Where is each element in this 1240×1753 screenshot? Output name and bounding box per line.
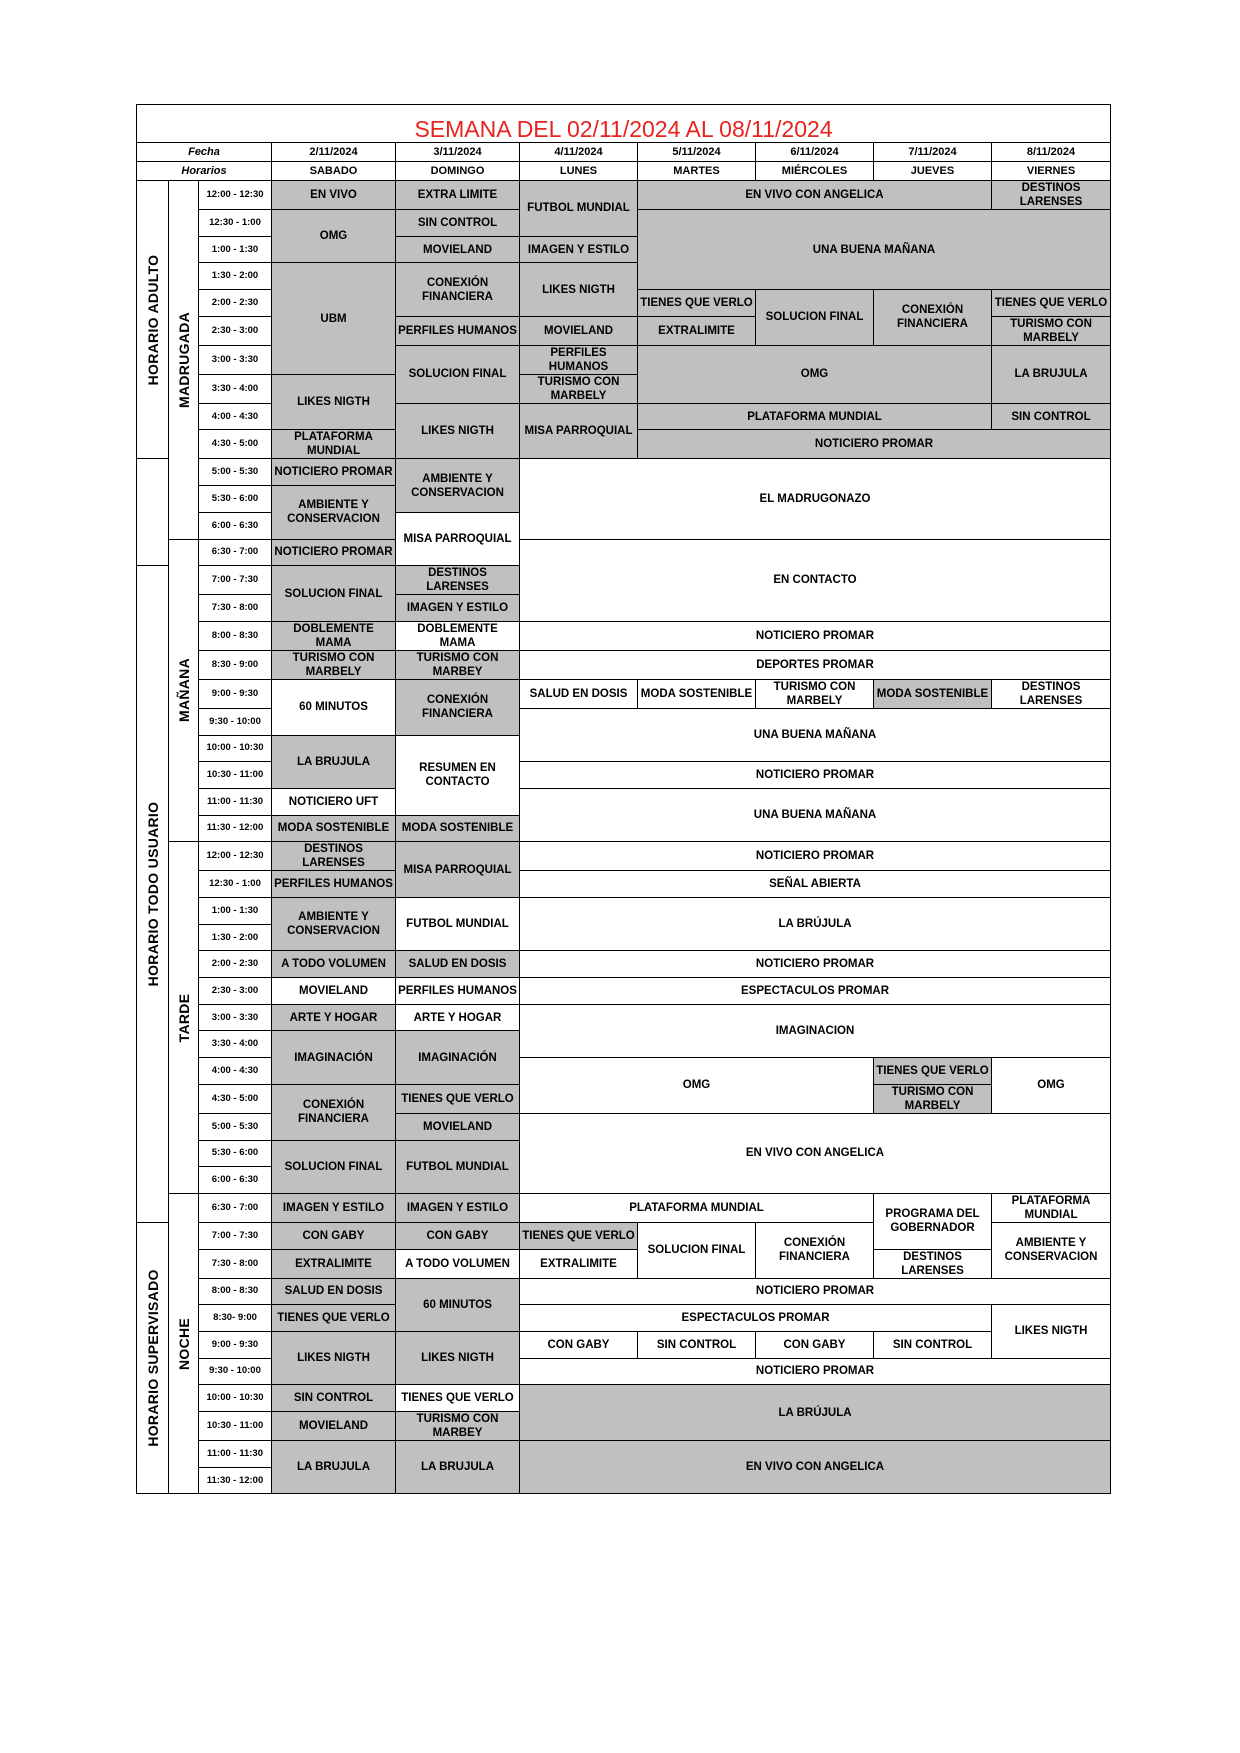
time-slot: 7:30 - 8:00	[199, 1249, 272, 1278]
time-slot: 12:00 - 12:30	[199, 181, 272, 210]
program-cell: CONEXIÓN FINANCIERA	[272, 1084, 396, 1140]
time-slot: 1:00 - 1:30	[199, 236, 272, 263]
program-cell: CONEXIÓN FINANCIERA	[874, 290, 992, 346]
program-cell: TURISMO CON MARBELY	[520, 374, 638, 403]
program-cell: ARTE Y HOGAR	[272, 1004, 396, 1031]
period-madrugada-label: MADRUGADA	[175, 311, 192, 408]
program-cell: EN VIVO	[272, 181, 396, 210]
program-cell: CON GABY	[520, 1331, 638, 1358]
program-cell: NOTICIERO PROMAR	[272, 459, 396, 486]
program-cell: LIKES NIGTH	[272, 374, 396, 430]
program-cell: AMBIENTE Y CONSERVACION	[272, 486, 396, 539]
date-sat: 2/11/2024	[272, 143, 396, 162]
program-cell: MOVIELAND	[396, 236, 520, 263]
program-cell: NOTICIERO PROMAR	[520, 1358, 1111, 1385]
program-cell: TURISMO CON MARBEY	[396, 1412, 520, 1441]
slot-row	[137, 1004, 1111, 1031]
fecha-label: Fecha	[137, 143, 272, 162]
program-cell: AMBIENTE Y CONSERVACION	[992, 1222, 1111, 1278]
program-cell: DESTINOS LARENSES	[992, 679, 1111, 708]
program-cell: PROGRAMA DEL GOBERNADOR	[874, 1193, 992, 1249]
slot-row	[137, 679, 1111, 708]
program-cell: SIN CONTROL	[874, 1331, 992, 1358]
time-slot: 5:00 - 5:30	[199, 459, 272, 486]
program-cell: EXTRALIMITE	[520, 1249, 638, 1278]
program-cell: MODA SOSTENIBLE	[272, 815, 396, 842]
band-horario-todo-usuario-label: HORARIO TODO USUARIO	[144, 801, 161, 987]
slot-row	[137, 650, 1111, 679]
program-cell: ESPECTACULOS PROMAR	[520, 1305, 992, 1332]
time-slot: 9:00 - 9:30	[199, 679, 272, 708]
program-cell: TURISMO CON MARBEY	[396, 650, 520, 679]
program-cell: SALUD EN DOSIS	[272, 1278, 396, 1305]
program-cell: CONEXIÓN FINANCIERA	[396, 679, 520, 735]
time-slot: 5:30 - 6:00	[199, 1140, 272, 1167]
program-cell: IMAGEN Y ESTILO	[272, 1193, 396, 1222]
program-cell: IMAGEN Y ESTILO	[520, 236, 638, 263]
program-cell: AMBIENTE Y CONSERVACION	[396, 459, 520, 512]
time-slot: 6:00 - 6:30	[199, 512, 272, 539]
program-cell: 60 MINUTOS	[396, 1278, 520, 1331]
program-cell: CONEXIÓN FINANCIERA	[396, 263, 520, 316]
program-cell: TIENES QUE VERLO	[396, 1084, 520, 1113]
band-horario-supervisado-label: HORARIO SUPERVISADO	[144, 1269, 161, 1447]
program-cell: FUTBOL MUNDIAL	[520, 181, 638, 237]
time-slot: 12:30 - 1:00	[199, 210, 272, 237]
slot-row	[137, 788, 1111, 815]
day-mon: LUNES	[520, 162, 638, 181]
period-manana-label: MAÑANA	[175, 658, 192, 723]
program-cell: TURISMO CON MARBELY	[272, 650, 396, 679]
program-cell: SIN CONTROL	[992, 403, 1111, 430]
program-cell: UNA BUENA MAÑANA	[638, 210, 1111, 290]
time-slot: 10:00 - 10:30	[199, 1385, 272, 1412]
program-cell: RESUMEN EN CONTACTO	[396, 735, 520, 815]
slot-row	[137, 842, 1111, 871]
time-slot: 9:00 - 9:30	[199, 1331, 272, 1358]
program-cell: SOLUCION FINAL	[272, 1140, 396, 1193]
program-cell: LA BRUJULA	[272, 1441, 396, 1494]
slot-row	[137, 1441, 1111, 1468]
time-slot: 7:30 - 8:00	[199, 595, 272, 622]
date-thu: 7/11/2024	[874, 143, 992, 162]
program-cell: MOVIELAND	[272, 978, 396, 1005]
program-cell: LIKES NIGTH	[396, 403, 520, 459]
program-cell: NOTICIERO PROMAR	[520, 842, 1111, 871]
program-cell: SIN CONTROL	[638, 1331, 756, 1358]
schedule-table	[136, 104, 1111, 1494]
program-cell: NOTICIERO PROMAR	[272, 539, 396, 566]
period-noche-label: NOCHE	[175, 1317, 192, 1370]
program-cell: LIKES NIGTH	[992, 1305, 1111, 1358]
program-cell: IMAGEN Y ESTILO	[396, 1193, 520, 1222]
time-slot: 4:30 - 5:00	[199, 1084, 272, 1113]
day-sat: SABADO	[272, 162, 396, 181]
program-cell: SIN CONTROL	[272, 1385, 396, 1412]
program-cell: EXTRALIMITE	[638, 316, 756, 345]
program-cell: EN CONTACTO	[520, 539, 1111, 621]
program-cell: MOVIELAND	[520, 316, 638, 345]
time-slot: 11:30 - 12:00	[199, 1467, 272, 1494]
time-slot: 5:30 - 6:00	[199, 486, 272, 513]
program-cell: UNA BUENA MAÑANA	[520, 788, 1111, 841]
date-fri: 8/11/2024	[992, 143, 1111, 162]
program-cell: TURISMO CON MARBELY	[756, 679, 874, 708]
program-cell: NOTICIERO UFT	[272, 788, 396, 815]
program-cell: EN VIVO CON ANGELICA	[520, 1113, 1111, 1193]
date-wed: 6/11/2024	[756, 143, 874, 162]
time-slot: 2:30 - 3:00	[199, 316, 272, 345]
program-cell: EL MADRUGONAZO	[520, 459, 1111, 539]
program-cell: AMBIENTE Y CONSERVACION	[272, 898, 396, 951]
program-cell: LIKES NIGTH	[520, 263, 638, 316]
program-cell: NOTICIERO PROMAR	[520, 762, 1111, 789]
time-slot: 3:00 - 3:30	[199, 1004, 272, 1031]
program-cell: PLATAFORMA MUNDIAL	[992, 1193, 1111, 1222]
band-blank	[137, 459, 169, 566]
time-slot: 11:30 - 12:00	[199, 815, 272, 842]
program-cell: DEPORTES PROMAR	[520, 650, 1111, 679]
program-cell: ARTE Y HOGAR	[396, 1004, 520, 1031]
slot-row	[137, 1249, 1111, 1278]
program-cell: LA BRUJULA	[396, 1441, 520, 1494]
time-slot: 1:00 - 1:30	[199, 898, 272, 925]
program-cell: SOLUCION FINAL	[396, 345, 520, 403]
time-slot: 9:30 - 10:00	[199, 1358, 272, 1385]
date-mon: 4/11/2024	[520, 143, 638, 162]
time-slot: 1:30 - 2:00	[199, 924, 272, 951]
program-cell: LIKES NIGTH	[396, 1331, 520, 1384]
time-slot: 10:30 - 11:00	[199, 762, 272, 789]
time-slot: 1:30 - 2:00	[199, 263, 272, 290]
program-cell: EXTRALIMITE	[272, 1249, 396, 1278]
date-sun: 3/11/2024	[396, 143, 520, 162]
program-cell: TURISMO CON MARBELY	[992, 316, 1111, 345]
time-slot: 11:00 - 11:30	[199, 788, 272, 815]
time-slot: 3:30 - 4:00	[199, 1031, 272, 1058]
program-cell: DESTINOS LARENSES	[396, 566, 520, 595]
slot-row	[137, 621, 1111, 650]
program-cell: IMAGINACIÓN	[272, 1031, 396, 1084]
program-cell: CON GABY	[396, 1222, 520, 1249]
program-cell: PERFILES HUMANOS	[520, 345, 638, 374]
period-noche	[169, 1193, 199, 1494]
program-cell: SALUD EN DOSIS	[520, 679, 638, 708]
program-cell: PERFILES HUMANOS	[272, 871, 396, 898]
program-cell: NOTICIERO PROMAR	[520, 951, 1111, 978]
slot-row	[137, 539, 1111, 566]
day-wed: MIÉRCOLES	[756, 162, 874, 181]
program-cell: IMAGINACION	[520, 1004, 1111, 1057]
time-slot: 3:30 - 4:00	[199, 374, 272, 403]
time-slot: 8:30- 9:00	[199, 1305, 272, 1332]
band-horario-supervisado	[137, 1222, 169, 1494]
program-cell: PERFILES HUMANOS	[396, 978, 520, 1005]
slot-row	[137, 978, 1111, 1005]
program-cell: TURISMO CON MARBELY	[874, 1084, 992, 1113]
program-cell: DOBLEMENTE MAMA	[272, 621, 396, 650]
slot-row	[137, 1193, 1111, 1222]
day-sun: DOMINGO	[396, 162, 520, 181]
program-cell: NOTICIERO PROMAR	[520, 1278, 1111, 1305]
date-row	[137, 143, 1111, 162]
day-thu: JUEVES	[874, 162, 992, 181]
program-cell: OMG	[520, 1058, 874, 1114]
page-title: SEMANA DEL 02/11/2024 AL 08/11/2024	[137, 105, 1111, 143]
program-cell: UBM	[272, 263, 396, 374]
program-cell: MODA SOSTENIBLE	[874, 679, 992, 708]
schedule-body	[137, 105, 1111, 1494]
program-cell: SEÑAL ABIERTA	[520, 871, 1111, 898]
program-cell: EN VIVO CON ANGELICA	[638, 181, 992, 210]
time-slot: 6:30 - 7:00	[199, 1193, 272, 1222]
time-slot: 4:00 - 4:30	[199, 1058, 272, 1085]
period-tarde	[169, 842, 199, 1194]
time-slot: 6:30 - 7:00	[199, 539, 272, 566]
slot-row	[137, 181, 1111, 210]
program-cell: LIKES NIGTH	[272, 1331, 396, 1384]
slot-row	[137, 871, 1111, 898]
program-cell: 60 MINUTOS	[272, 679, 396, 735]
program-cell: MOVIELAND	[396, 1113, 520, 1140]
program-cell: FUTBOL MUNDIAL	[396, 898, 520, 951]
program-cell: PLATAFORMA MUNDIAL	[520, 1193, 874, 1222]
time-slot: 9:30 - 10:00	[199, 708, 272, 735]
time-slot: 7:00 - 7:30	[199, 566, 272, 595]
program-cell: A TODO VOLUMEN	[272, 951, 396, 978]
program-cell: MODA SOSTENIBLE	[396, 815, 520, 842]
program-cell: UNA BUENA MAÑANA	[520, 708, 1111, 761]
program-cell: FUTBOL MUNDIAL	[396, 1140, 520, 1193]
time-slot: 4:00 - 4:30	[199, 403, 272, 430]
program-cell: SIN CONTROL	[396, 210, 520, 237]
day-row	[137, 162, 1111, 181]
program-cell: TIENES QUE VERLO	[272, 1305, 396, 1332]
time-slot: 10:00 - 10:30	[199, 735, 272, 762]
time-slot: 5:00 - 5:30	[199, 1113, 272, 1140]
time-slot: 10:30 - 11:00	[199, 1412, 272, 1441]
slot-row	[137, 1278, 1111, 1305]
time-slot: 7:00 - 7:30	[199, 1222, 272, 1249]
program-cell: OMG	[272, 210, 396, 263]
date-tue: 5/11/2024	[638, 143, 756, 162]
program-cell: MOVIELAND	[272, 1412, 396, 1441]
program-cell: LA BRUJULA	[992, 345, 1111, 403]
program-cell: LA BRÚJULA	[520, 898, 1111, 951]
slot-row	[137, 1305, 1111, 1332]
period-tarde-label: TARDE	[175, 993, 192, 1042]
program-cell: TIENES QUE VERLO	[638, 290, 756, 317]
program-cell: CONEXIÓN FINANCIERA	[756, 1222, 874, 1278]
band-horario-adulto-label: HORARIO ADULTO	[144, 254, 161, 386]
program-cell: MISA PARROQUIAL	[396, 512, 520, 565]
program-cell: A TODO VOLUMEN	[396, 1249, 520, 1278]
program-cell: MODA SOSTENIBLE	[638, 679, 756, 708]
program-cell: OMG	[638, 345, 992, 403]
period-manana	[169, 539, 199, 842]
time-slot: 8:00 - 8:30	[199, 621, 272, 650]
time-slot: 11:00 - 11:30	[199, 1441, 272, 1468]
program-cell: IMAGEN Y ESTILO	[396, 595, 520, 622]
day-fri: VIERNES	[992, 162, 1111, 181]
day-tue: MARTES	[638, 162, 756, 181]
program-cell: NOTICIERO PROMAR	[520, 621, 1111, 650]
time-slot: 8:30 - 9:00	[199, 650, 272, 679]
time-slot: 2:00 - 2:30	[199, 951, 272, 978]
period-madrugada	[169, 181, 199, 540]
program-cell: PLATAFORMA MUNDIAL	[272, 430, 396, 459]
program-cell: SOLUCION FINAL	[756, 290, 874, 346]
program-cell: LA BRUJULA	[272, 735, 396, 788]
program-cell: LA BRÚJULA	[520, 1385, 1111, 1441]
program-cell: NOTICIERO PROMAR	[638, 430, 1111, 459]
horarios-label: Horarios	[137, 162, 272, 181]
program-cell: CON GABY	[272, 1222, 396, 1249]
time-slot: 4:30 - 5:00	[199, 430, 272, 459]
time-slot: 2:30 - 3:00	[199, 978, 272, 1005]
program-cell: SALUD EN DOSIS	[396, 951, 520, 978]
time-slot: 2:00 - 2:30	[199, 290, 272, 317]
program-cell: DOBLEMENTE MAMA	[396, 621, 520, 650]
program-cell: CON GABY	[756, 1331, 874, 1358]
slot-row	[137, 459, 1111, 486]
program-cell: PERFILES HUMANOS	[396, 316, 520, 345]
program-cell: TIENES QUE VERLO	[992, 290, 1111, 317]
program-cell: SOLUCION FINAL	[272, 566, 396, 622]
program-cell: EXTRA LIMITE	[396, 181, 520, 210]
program-cell: TIENES QUE VERLO	[874, 1058, 992, 1085]
program-cell: MISA PARROQUIAL	[520, 403, 638, 459]
program-cell: SOLUCION FINAL	[638, 1222, 756, 1278]
time-slot: 12:00 - 12:30	[199, 842, 272, 871]
program-cell: DESTINOS LARENSES	[992, 181, 1111, 210]
time-slot: 6:00 - 6:30	[199, 1167, 272, 1194]
program-cell: OMG	[992, 1058, 1111, 1114]
program-cell: MISA PARROQUIAL	[396, 842, 520, 898]
slot-row	[137, 898, 1111, 925]
program-cell: ESPECTACULOS PROMAR	[520, 978, 1111, 1005]
band-horario-todo-usuario	[137, 566, 169, 1223]
band-horario-adulto	[137, 181, 169, 459]
program-cell: EN VIVO CON ANGELICA	[520, 1441, 1111, 1494]
program-cell: TIENES QUE VERLO	[396, 1385, 520, 1412]
slot-row	[137, 1331, 1111, 1358]
time-slot: 3:00 - 3:30	[199, 345, 272, 374]
slot-row	[137, 1385, 1111, 1412]
slot-row	[137, 951, 1111, 978]
time-slot: 12:30 - 1:00	[199, 871, 272, 898]
program-cell: TIENES QUE VERLO	[520, 1222, 638, 1249]
program-cell: PLATAFORMA MUNDIAL	[638, 403, 992, 430]
time-slot: 8:00 - 8:30	[199, 1278, 272, 1305]
program-cell: DESTINOS LARENSES	[272, 842, 396, 871]
program-cell: IMAGINACIÓN	[396, 1031, 520, 1084]
program-cell: DESTINOS LARENSES	[874, 1249, 992, 1278]
